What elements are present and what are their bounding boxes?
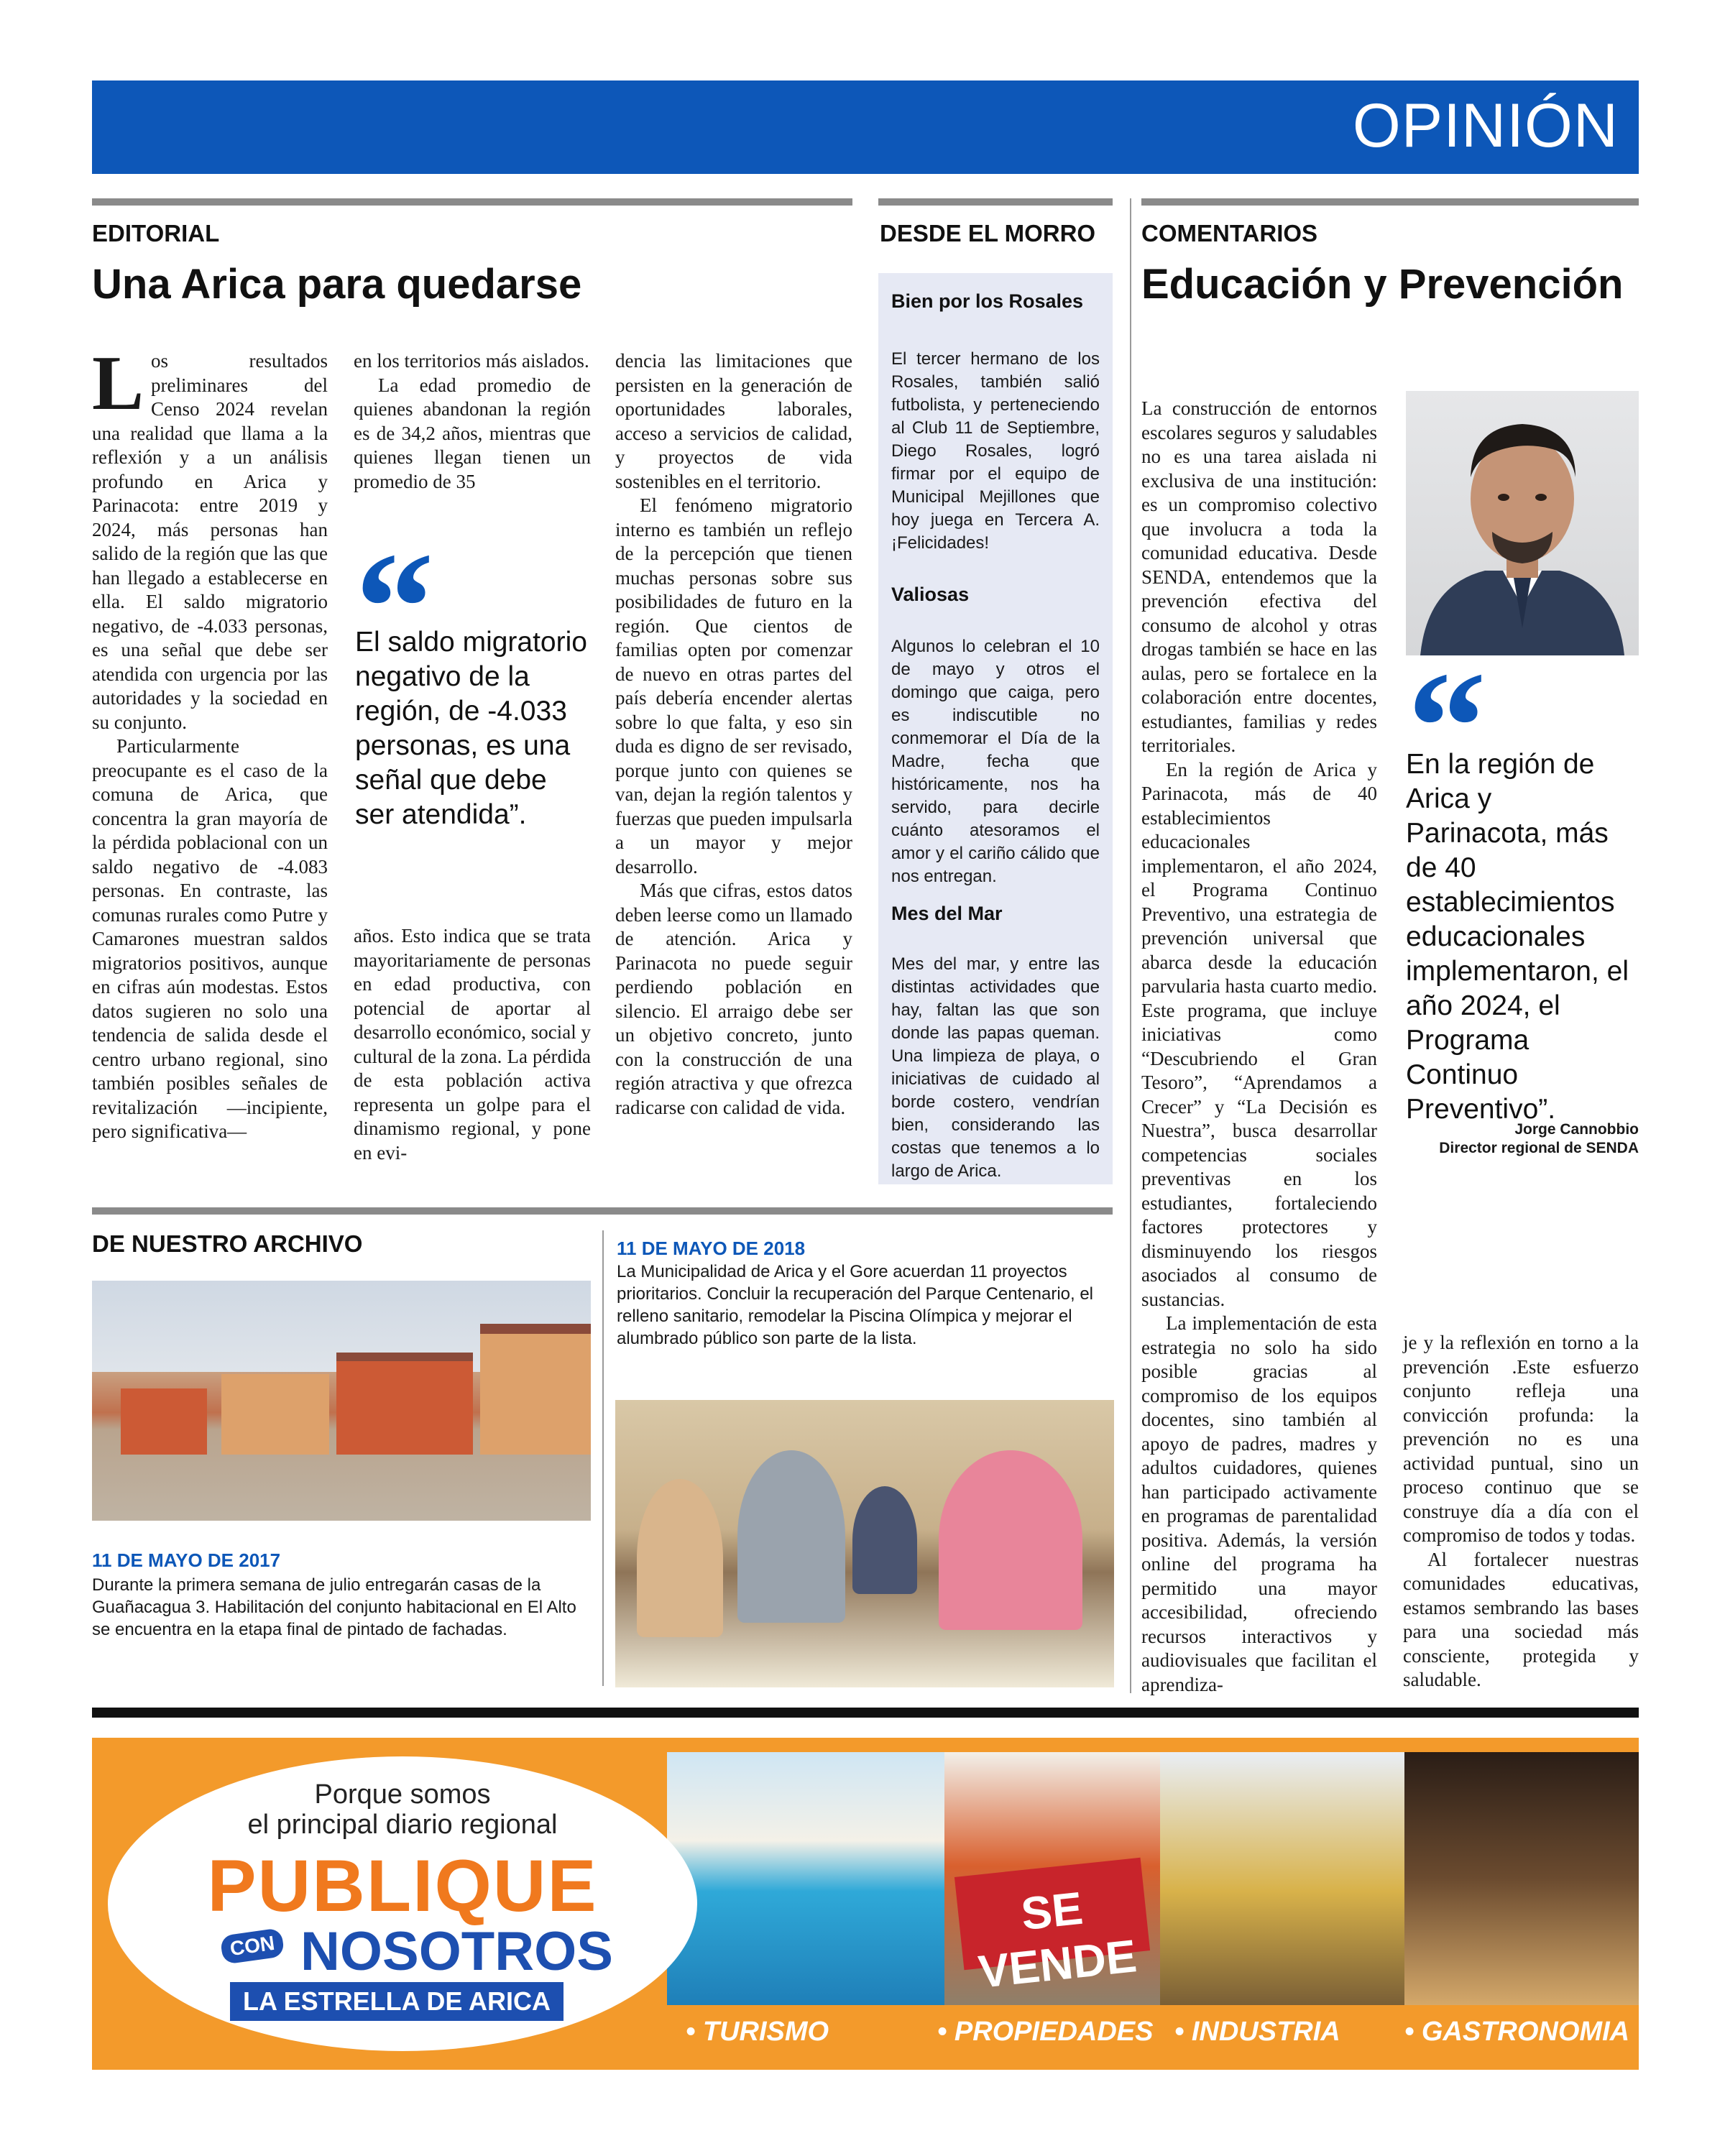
comentarios-paragraph: La construcción de entornos escolares seguros y saludables no es una tarea aislada ni exclusiva de una institución: es un compromiso colectivo que involucra a toda la comunidad educativa. Desde SENDA, entendemos que la prevención efectiva del consumo de alcohol y otras drogas también se hace en las aulas, pero se fortalece en la colaboración entre docentes, estudiantes, familias y redes territoriales.: [1141, 397, 1377, 756]
ad-top-rule: [92, 1708, 1639, 1718]
archive-photo-meeting: [615, 1400, 1114, 1687]
comentarios-paragraph: je y la reflexión en torno a la prevención .Este esfuerzo conjunto refleja una convicción profunda: la prevención no es una actividad puntual, sino un proceso continuo que se construye día a día con el compromiso de todos y todas.: [1403, 1332, 1639, 1546]
archive-photo-houses: [92, 1281, 591, 1521]
portrait-illustration: [1406, 391, 1639, 655]
archivo-rule: [92, 1207, 1113, 1215]
editorial-paragraph: años. Esto indica que se trata mayoritariamente de personas en edad productiva, con potencial de aportar al desarrollo económico, social y cultural de la zona. La pérdida de esta población activa representa un golpe para el dinamismo regional, y pone en evi-: [354, 925, 591, 1164]
author-title: Director regional de SENDA: [1439, 1140, 1639, 1156]
morro-kicker: DESDE EL MORRO: [880, 220, 1096, 247]
ad-nosotros: NOSOTROS: [300, 1921, 613, 1982]
ad-category: • GASTRONOMIA: [1404, 2017, 1630, 2047]
editorial-paragraph: El fenómeno migratorio interno es también un reflejo de la percepción que tienen muchas personas sobre sus posibilidades de futuro en la región. Que cientos de familias opten por comenzar de nuevo en otras partes del país debería encender alertas sobre lo que falta, y eso sin duda es digno de ser revisado, porque junto con quienes se van, dejan la región talentos y fuerzas que pueden impulsarla a un mayor y mejor desarrollo.: [615, 494, 852, 877]
ad-brand-logo: LA ESTRELLA DE ARICA: [230, 1982, 564, 2021]
archive-date: 11 DE MAYO DE 2018: [617, 1238, 806, 1259]
editorial-paragraph: La edad promedio de quienes abandonan la región es de 34,2 años, mientras que quienes llegan tienen un promedio de 35: [354, 374, 591, 492]
quote-icon: [355, 553, 434, 632]
archive-text: La Municipalidad de Arica y el Gore acuerdan 11 proyectos prioritarios. Concluir la recuperación del Parque Centenario, el relleno sanitario, remodelar la Piscina Olímpica y mejorar el alumbrado público son parte de la lista.: [617, 1262, 1094, 1348]
ad-line-2: el principal diario regional: [247, 1810, 558, 1840]
comentarios-paragraph: En la región de Arica y Parinacota, más de 40 establecimientos educacionales implementaron, el año 2024, el Programa Continuo Preventivo, una estrategia de prevención universal que abarca desde la educación parvularia hasta cuarto medio. Este programa, que incluye iniciativas como “Descubriendo el Gran Tesoro”, “Aprendamos a Crecer” y “La Decisión es Nuestra”, busca desarrollar competencias sociales preventivas en los estudiantes, fortaleciendo factores protectores y disminuyendo los riesgos asociados al consumo de sustancias.: [1141, 758, 1377, 1310]
morro-item-title: Bien por los Rosales: [891, 290, 1084, 312]
comentarios-column-2: [1403, 1331, 1639, 1692]
morro-item-text: El tercer hermano de los Rosales, también salió futbolista, y perteneciendo al Club 11 de Septiembre, Diego Rosales, logró firmar por el equipo de Municipal Mejillones que hoy juega en Tercera A. ¡Felicidades!: [891, 349, 1100, 553]
editorial-paragraph: Particularmente preocupante es el caso de la comuna de Arica, que concentra la gran mayoría de la pérdida poblacional con un saldo negativo de -4.083 personas. En contraste, las comunas rurales como Putre y Camarones muestran saldos migratorios positivos, aunque en cifras aún modestas. Estos datos sugieren no solo una tendencia de salida desde el centro urbano regional, sino también posibles señales de revitalización —incipiente, pero significativa—: [92, 735, 328, 1142]
morro-box: [878, 273, 1113, 1184]
morro-item-text: Algunos lo celebran el 10 de mayo y otros el domingo que caiga, pero es indiscutible no conmemorar el Día de la Madre, fecha que históricamente, nos ha servido, para decirle cuánto atesoramos el amor y el cariño cálido que nos entregan.: [891, 637, 1100, 886]
editorial-headline: Una Arica para quedarse: [92, 261, 582, 308]
morro-rule: [878, 198, 1113, 206]
ad-con: CON: [220, 1927, 285, 1965]
quote-icon: [1407, 673, 1486, 752]
ad-category: • TURISMO: [686, 2017, 829, 2047]
ad-publique: PUBLIQUE: [207, 1845, 598, 1927]
ad-photo-turismo: [667, 1752, 944, 2005]
comentarios-pull-quote: En la región de Arica y Parinacota, más de 40 establecimientos educacionales implementaron, el año 2024, el Programa Continuo Preventivo”.: [1406, 749, 1629, 1125]
column-divider: [1130, 198, 1131, 1693]
section-title: OPINIÓN: [1352, 91, 1619, 160]
morro-item-title: Valiosas: [891, 584, 970, 605]
archive-date: 11 DE MAYO DE 2017: [92, 1549, 281, 1571]
editorial-pull-quote: El saldo migratorio negativo de la región, de -4.033 personas, es una señal que debe ser atendida”.: [355, 627, 587, 830]
ad-photo-gastronomia: [1404, 1752, 1639, 2005]
author-portrait: [1406, 391, 1639, 655]
advertisement: [92, 1738, 1639, 2070]
comentarios-rule: [1141, 198, 1639, 206]
ad-category: • PROPIEDADES: [937, 2017, 1154, 2047]
archive-text: Durante la primera semana de julio entregarán casas de la Guañacagua 3. Habilitación del conjunto habitacional en El Alto se encuentra en la etapa final de pintado de fachadas.: [92, 1575, 576, 1639]
ad-photo-industria: [1160, 1752, 1404, 2005]
editorial-paragraph: Los resultados preliminares del Censo 2024 revelan una realidad que llama a la reflexión y a un análisis profundo en Arica y Parinacota: entre 2019 y 2024, más personas han salido de la región que las que han llegado a establecerse en ella. El saldo migratorio negativo, de -4.033 personas, es una señal que debe ser atendida con urgencia por las autoridades y la sociedad en su conjunto.: [92, 341, 328, 733]
archivo-kicker: DE NUESTRO ARCHIVO: [92, 1230, 363, 1257]
editorial-column-1: [92, 341, 328, 1144]
comentarios-kicker: COMENTARIOS: [1141, 220, 1318, 247]
ad-line-1: Porque somos: [314, 1779, 491, 1810]
editorial-paragraph: en los territorios más aislados.: [354, 350, 589, 372]
comentarios-column-1: [1141, 397, 1377, 1697]
editorial-rule: [92, 198, 852, 206]
comentarios-headline: Educación y Prevención: [1141, 261, 1624, 308]
editorial-column-2-top: [354, 349, 591, 494]
morro-item-text: Mes del mar, y entre las distintas actividades que hay, faltan las que son donde las papas queman. Una limpieza de playa, o iniciativas de cuidado al borde costero, vendrían bien, considerando las costas que tenemos a lo largo de Arica.: [891, 954, 1100, 1181]
author-name: Jorge Cannobbio: [1514, 1121, 1639, 1138]
editorial-paragraph: Más que cifras, estos datos deben leerse como un llamado de atención. Arica y Parinacota no puede seguir perdiendo población en silencio. El arraigo debe ser un objetivo concreto, junto con la construcción de una región atractiva y que ofrezca radicarse con calidad de vida.: [615, 880, 852, 1118]
editorial-dropcap: L: [92, 341, 144, 426]
editorial-column-3: [615, 349, 852, 1120]
section-header-bar: [92, 80, 1639, 174]
ad-category: • INDUSTRIA: [1174, 2017, 1340, 2047]
editorial-paragraph: dencia las limitaciones que persisten en la generación de oportunidades laborales, acceso a servicios de calidad, y proyectos de vida sostenibles en el territorio.: [615, 350, 852, 492]
editorial-column-2-bottom: [354, 924, 591, 1165]
editorial-kicker: EDITORIAL: [92, 220, 220, 247]
archive-divider: [602, 1230, 604, 1686]
se-vende-sign: SE VENDE: [954, 1858, 1150, 1970]
comentarios-paragraph: La implementación de esta estrategia no solo ha sido posible gracias al compromiso de los equipos docentes, sino también al apoyo de padres, madres y adultos cuidadores, quienes han participado activamente en programas de parentalidad positiva. Además, la versión online del programa ha permitido una mayor accesibilidad, ofreciendo recursos interactivos y audiovisuales que facilitan el aprendiza-: [1141, 1312, 1377, 1695]
morro-item-title: Mes del Mar: [891, 903, 1003, 924]
ad-photo-propiedades: [944, 1752, 1160, 2005]
comentarios-paragraph: Al fortalecer nuestras comunidades educativas, estamos sembrando las bases para una sociedad más consciente, protegida y saludable.: [1403, 1548, 1639, 1690]
